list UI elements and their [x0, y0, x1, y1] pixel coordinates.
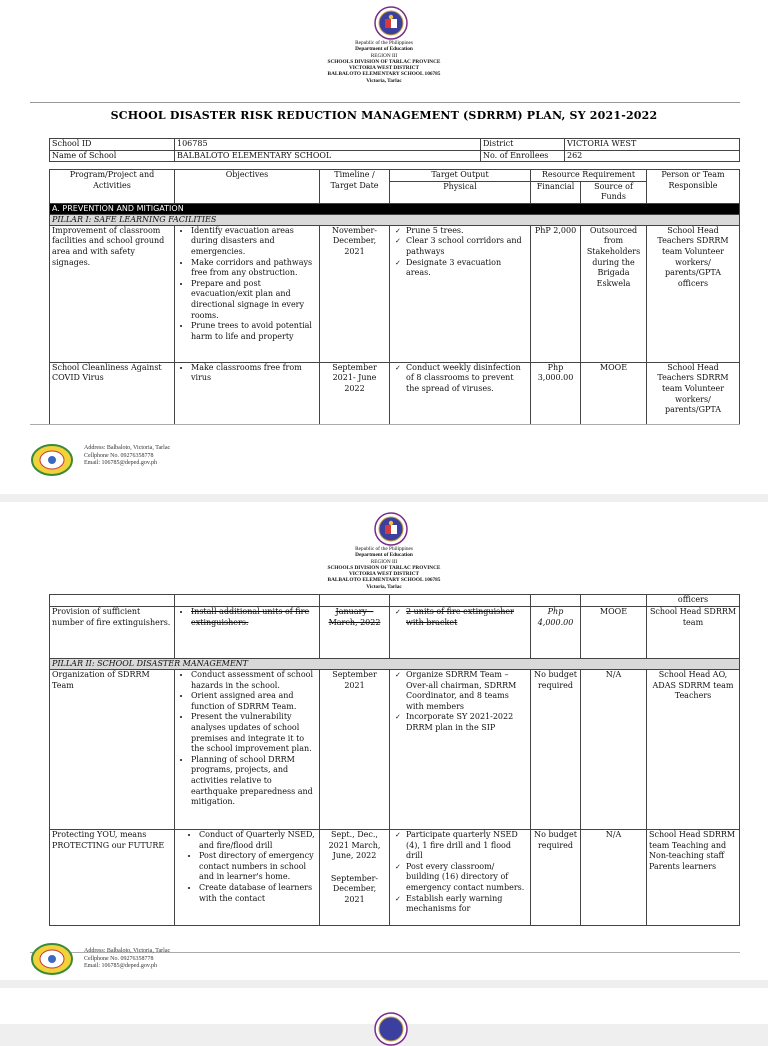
timeline-cell: September 2021- June 2022: [320, 362, 390, 424]
list-item: • Prepare and post evacuation/exit plan and directional signage in every rooms.: [191, 279, 317, 321]
timeline-cell: [320, 830, 390, 926]
col-source: Source of Funds: [581, 181, 647, 203]
document-page-2: [0, 502, 768, 980]
timeline-cell: September 2021: [320, 670, 390, 830]
school-info-table: [49, 138, 740, 162]
sdrrm-plan-table-continued: [49, 594, 740, 926]
program-cell: School Cleanliness Against COVID Virus: [50, 362, 175, 424]
district-label: District: [481, 139, 565, 151]
list-item: ✓ Prune 5 trees.: [406, 226, 528, 237]
list-item: • Conduct of Quarterly NSED, and fire/flood drill: [199, 830, 317, 851]
list-item: ✓ Conduct weekly disinfection of 8 classrooms to prevent the spread of viruses.: [406, 363, 528, 395]
objectives-cell: [175, 225, 320, 362]
program-cell: Organization of SDRRM Team: [50, 670, 175, 830]
financial-cell: PhP 2,000: [531, 225, 581, 362]
col-physical: Physical: [390, 181, 531, 203]
financial-cell: No budget required: [531, 670, 581, 830]
table-row: [50, 225, 740, 362]
document-page-3: [0, 988, 768, 1024]
header-line: Republic of the Philippines: [355, 546, 413, 552]
deped-seal-icon: [374, 1012, 408, 1046]
list-item: • Conduct assessment of school hazards in the school.: [191, 670, 317, 691]
school-id-value: 106785: [175, 139, 481, 151]
district-value: VICTORIA WEST: [565, 139, 740, 151]
person-cell: School Head Teachers SDRRM team Volunteer workers/ parents/GPTA: [647, 362, 740, 424]
financial-cell: No budget required: [531, 830, 581, 926]
list-item: • Post directory of emergency contact numbers in school and in learner's home.: [199, 851, 317, 883]
header-line: REGION III: [370, 558, 398, 565]
footer-contact: [84, 445, 170, 468]
document-page-1: [0, 0, 768, 494]
col-timeline: Timeline / Target Date: [320, 170, 390, 204]
letterhead: [0, 546, 768, 590]
list-item: ✓ 2 units of fire extinguisher with bracket: [406, 607, 528, 628]
deped-seal-icon: [374, 512, 408, 546]
source-cell: N/A: [581, 830, 647, 926]
enrollees-label: No. of Enrollees: [481, 150, 565, 162]
objectives-cell: [175, 362, 320, 424]
header-line: Department of Education: [355, 552, 413, 559]
list-item: ✓ Organize SDRRM Team – Over-all chairman, SDRRM Coordinator, and 8 teams with members: [406, 670, 528, 712]
program-cell: Improvement of classroom facilities and school ground area and with safety signages.: [50, 225, 175, 362]
source-cell: MOOE: [581, 607, 647, 659]
page-title: SCHOOL DISASTER RISK REDUCTION MANAGEMENT (SDRRM) PLAN, SY 2021-2022: [110, 109, 658, 122]
table-row: [50, 607, 740, 659]
list-item: ✓ Clear 3 school corridors and pathways: [406, 236, 528, 257]
list-item: • Create database of learners with the contact: [199, 883, 317, 904]
school-id-label: School ID: [50, 139, 175, 151]
physical-cell: [390, 670, 531, 830]
objectives-cell: [175, 670, 320, 830]
list-item: • Prune trees to avoid potential harm to life and property: [191, 321, 317, 342]
person-cell: School Head AO, ADAS SDRRM team Teachers: [647, 670, 740, 830]
physical-cell: [390, 362, 531, 424]
footer-address: Address: Balbaloto, Victoria, Tarlac: [84, 445, 171, 451]
source-cell: Outsourced from Stakeholders during the Brigada Eskwela: [581, 225, 647, 362]
header-line: VICTORIA WEST DISTRICT: [348, 65, 420, 72]
section-heading: A. PREVENTION AND MITIGATION: [50, 203, 740, 214]
col-resource: Resource Requirement: [531, 170, 647, 182]
enrollees-value: 262: [565, 150, 740, 162]
person-cell: School Head Teachers SDRRM team Volunteer workers/ parents/GPTA officers: [647, 225, 740, 362]
deped-seal-icon: [374, 6, 408, 40]
objectives-cell: [175, 607, 320, 659]
col-objectives: Objectives: [175, 170, 320, 204]
footer-phone: Cellphone No. 09276358778: [84, 955, 154, 962]
financial-cell: Php 4,000.00: [531, 607, 581, 659]
list-item: • Identify evacuation areas during disasters and emergencies.: [191, 226, 317, 258]
header-line: VICTORIA WEST DISTRICT: [348, 571, 420, 578]
footer-divider: [30, 424, 740, 425]
sdrrm-plan-table: [49, 169, 740, 425]
timeline-text: Sept., Dec., 2021 March, June, 2022: [328, 830, 381, 861]
school-name-label: Name of School: [50, 150, 175, 162]
source-cell: N/A: [581, 670, 647, 830]
header-line: REGION III: [370, 52, 398, 59]
list-item: ✓ Incorporate SY 2021-2022 DRRM plan in the SIP: [406, 712, 528, 733]
timeline-cell: January – March, 2022: [320, 607, 390, 659]
footer-email: Email: 106785@deped.gov.ph: [84, 963, 157, 969]
header-divider: [30, 102, 740, 103]
header-line: BALBALOTO ELEMENTARY SCHOOL 106785: [327, 71, 441, 78]
person-cell: School Head SDRRM team: [647, 607, 740, 659]
col-person: Person or Team Responsible: [647, 170, 740, 204]
pillar-heading: PILLAR II: SCHOOL DISASTER MANAGEMENT: [50, 659, 740, 670]
timeline-text: September-December, 2021: [330, 873, 379, 904]
person-cell: School Head SDRRM team Teaching and Non-teaching staff Parents learners: [647, 830, 740, 926]
list-item: • Planning of school DRRM programs, projects, and activities relative to earthquake preparedness and mitigation.: [191, 755, 317, 808]
list-item: ✓ Post every classroom/ building (16) directory of emergency contact numbers.: [406, 862, 528, 894]
header-line: Victoria, Tarlac: [366, 583, 402, 590]
header-line: SCHOOLS DIVISION OF TARLAC PROVINCE: [327, 564, 441, 571]
financial-cell: Php 3,000.00: [531, 362, 581, 424]
school-logo-icon: [30, 942, 74, 976]
pillar-heading: PILLAR I: SAFE LEARNING FACILITIES: [50, 214, 740, 225]
program-cell: Protecting YOU, means PROTECTING our FUTURE: [50, 830, 175, 926]
header-line: Victoria, Tarlac: [366, 77, 402, 84]
physical-cell: [390, 607, 531, 659]
list-item: ✓ Establish early warning mechanisms for: [406, 894, 528, 915]
col-target-output: Target Output: [390, 170, 531, 182]
list-item: • Install additional units of fire extinguishers.: [191, 607, 317, 628]
list-item: ✓ Designate 3 evacuation areas.: [406, 258, 528, 279]
timeline-cell: November-December, 2021: [320, 225, 390, 362]
header-line: SCHOOLS DIVISION OF TARLAC PROVINCE: [327, 58, 441, 65]
physical-cell: [390, 225, 531, 362]
list-item: • Make corridors and pathways free from any obstruction.: [191, 258, 317, 279]
source-cell: MOOE: [581, 362, 647, 424]
table-row: [50, 362, 740, 424]
physical-cell: [390, 830, 531, 926]
list-item: ✓ Participate quarterly NSED (4), 1 fire drill and 1 flood drill: [406, 830, 528, 862]
carry-over-text: officers: [647, 595, 740, 607]
school-logo-icon: [30, 443, 74, 477]
list-item: • Orient assigned area and function of SDRRM Team.: [191, 691, 317, 712]
footer-phone: Cellphone No. 09276358778: [84, 452, 154, 459]
letterhead: [0, 40, 768, 84]
objectives-cell: [175, 830, 320, 926]
program-cell: Provision of sufficient number of fire extinguishers.: [50, 607, 175, 659]
header-line: BALBALOTO ELEMENTARY SCHOOL 106785: [327, 577, 441, 584]
footer-email: Email: 106785@deped.gov.ph: [84, 460, 157, 466]
school-name-value: BALBALOTO ELEMENTARY SCHOOL: [175, 150, 481, 162]
col-program: Program/Project and Activities: [50, 170, 175, 204]
header-line: Republic of the Philippines: [355, 40, 413, 46]
list-item: • Present the vulnerability analyses updates of school premises and integrate it to the school improvement plan.: [191, 712, 317, 754]
list-item: • Make classrooms free from virus: [191, 363, 317, 384]
footer-contact: [84, 948, 170, 971]
footer-address: Address: Balbaloto, Victoria, Tarlac: [84, 948, 171, 954]
header-line: Department of Education: [355, 46, 413, 53]
table-row: [50, 830, 740, 926]
col-financial: Financial: [531, 181, 581, 203]
table-row: [50, 670, 740, 830]
